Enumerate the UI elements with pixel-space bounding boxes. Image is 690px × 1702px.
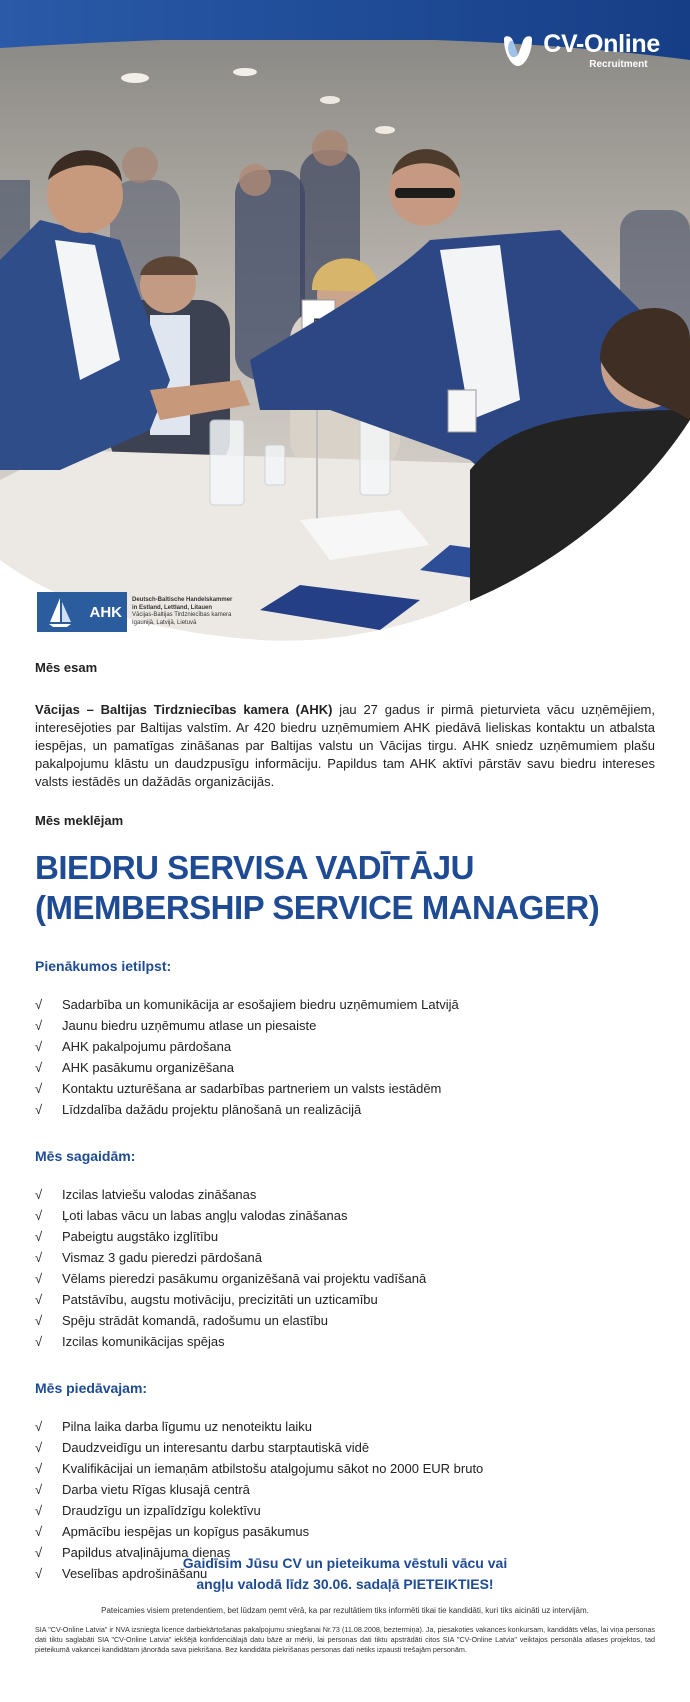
list-item — [35, 1247, 655, 1268]
list-item — [35, 994, 655, 1015]
list-item-text: Papildus atvaļinājuma dienas — [62, 1545, 231, 1560]
list-item-text: Vēlams pieredzi pasākumu organizēšanā vai projektu vadīšanā — [62, 1271, 427, 1286]
list-item-text: Līdzdalība dažādu projektu plānošanā un realizācijā — [62, 1102, 362, 1117]
hero-photo — [0, 0, 690, 650]
section-1 — [35, 958, 655, 1120]
job-title — [35, 848, 655, 928]
checkmark-icon: √ — [35, 1419, 43, 1434]
section-heading: Mēs piedāvajam: — [35, 1380, 148, 1396]
list-item — [35, 1099, 655, 1120]
job-title-line-2: (MEMBERSHIP SERVICE MANAGER) — [35, 889, 600, 926]
legal-notice: SIA "CV-Online Latvia" ir NVA izsniegta licence darbiekārtošanas pakalpojumu sniegšanai Nr.73 (11.08.2008, beztermiņa). Ja, piesakoties vakances konkursam, kandidāts vēlas, lai viņa personas dati tiktu saglabāti SIA "CV-Online Latvia" iekšējā konfidenciālajā datu bāzē ar mērķi, lai personas dati tiktu apstrādāti citos SIA "CV-Online Latvia" veiktajos personāla atlases projektos, tad pieteikumā vakancei kandidātam jānorāda sava piekrišana. Bez kandidāta piekrišanas personas dati netiks izpausti trešajām personām. — [35, 1625, 655, 1654]
checkmark-icon: √ — [35, 1039, 43, 1054]
ahk-mark-text: AHK — [89, 603, 122, 621]
list-item-text: Vismaz 3 gadu pieredzi pārdošanā — [62, 1250, 262, 1265]
checkmark-icon: √ — [35, 1313, 43, 1328]
list-item — [35, 1268, 655, 1289]
ahk-line-2: in Estland, Lettland, Litauen — [132, 604, 213, 611]
list-item-text: Jaunu biedru uzņēmumu atlase un piesaiste — [62, 1018, 317, 1033]
section-list — [35, 994, 655, 1120]
list-item-text: Izcilas komunikācijas spējas — [62, 1334, 225, 1349]
list-item-text: Pabeigtu augstāko izglītību — [62, 1229, 219, 1244]
list-item-text: Spēju strādāt komandā, radošumu un elastību — [62, 1313, 328, 1328]
checkmark-icon: √ — [35, 1060, 43, 1075]
list-item — [35, 1226, 655, 1247]
ahk-logo — [37, 592, 232, 632]
section-2 — [35, 1148, 655, 1352]
checkmark-icon: √ — [35, 1229, 43, 1244]
list-item — [35, 1437, 655, 1458]
hero-banner — [0, 0, 690, 650]
checkmark-icon: √ — [35, 1018, 43, 1033]
sail-icon — [45, 596, 75, 628]
section-heading: Mēs sagaidām: — [35, 1148, 136, 1164]
checkmark-icon: √ — [35, 1566, 43, 1581]
ahk-line-1: Deutsch-Baltische Handelskammer — [132, 597, 233, 603]
list-item — [35, 1205, 655, 1226]
checkmark-icon: √ — [35, 1292, 43, 1307]
cv-online-logo — [501, 32, 660, 70]
list-item-text: Sadarbība un komunikācija ar esošajiem biedru uzņēmumiem Latvijā — [62, 997, 459, 1012]
thanks-note: Pateicamies visiem pretendentiem, bet lūdzam ņemt vērā, ka par rezultātiem tiks informēti tikai tie kandidāti, kuri tiks aicināti uz intervijām. — [101, 1606, 589, 1615]
checkmark-icon: √ — [35, 1187, 43, 1202]
closing-line-2: angļu valodā līdz 30.06. sadaļā PIETEIKTIES! — [196, 1576, 494, 1592]
list-item — [35, 1416, 655, 1437]
list-item — [35, 1521, 655, 1542]
cv-online-mark-icon — [501, 33, 535, 69]
requirement-sections — [35, 958, 655, 1584]
list-item-text: Veselības apdrošināšanu — [62, 1566, 208, 1581]
checkmark-icon: √ — [35, 1440, 43, 1455]
brand-subtitle: Recruitment — [589, 59, 648, 70]
list-item-text: Kontaktu uzturēšana ar sadarbības partneriem un valsts iestādēm — [62, 1081, 442, 1096]
about-body: jau 27 gadus ir pirmā pieturvieta vācu uzņēmējiem, interesējoties par Baltijas valstīm. Ar 420 biedru uzņēmumiem AHK piedāvā lieliskas kontaktu un atbalsta iespējas, un pamatīgas zināšanas par Baltijas valstu un Vācijas tirgu. AHK sniedz uzņēmumiem plašu pakalpojumu klāstu un daudzpusīgu informāciju. Papildus tam AHK aktīvi pārstāv savu biedru intereses valsts iestādēs un dažādās organizācijās. — [35, 702, 655, 789]
about-label: Mēs esam — [35, 660, 98, 675]
list-item-text: Apmācību iespējas un kopīgus pasākumus — [62, 1524, 310, 1539]
company-name: Vācijas – Baltijas Tirdzniecības kamera (AHK) — [35, 702, 333, 717]
ahk-line-3: Vācijas-Baltijas Tirdzniecības kamera — [132, 612, 232, 618]
list-item-text: Ļoti labas vācu un labas angļu valodas zināšanas — [62, 1208, 348, 1223]
list-item — [35, 1500, 655, 1521]
checkmark-icon: √ — [35, 1250, 43, 1265]
brand-name: CV-Online — [543, 30, 660, 58]
checkmark-icon: √ — [35, 1503, 43, 1518]
about-text — [35, 701, 655, 791]
section-heading: Pienākumos ietilpst: — [35, 958, 172, 974]
list-item-text: AHK pakalpojumu pārdošana — [62, 1039, 232, 1054]
seeking-label: Mēs meklējam — [35, 813, 124, 828]
list-item-text: Izcilas latviešu valodas zināšanas — [62, 1187, 257, 1202]
list-item — [35, 1184, 655, 1205]
checkmark-icon: √ — [35, 997, 43, 1012]
ahk-logo-mark — [37, 592, 127, 632]
list-item — [35, 1015, 655, 1036]
list-item — [35, 1289, 655, 1310]
list-item-text: Draudzīgu un izpalīdzīgu kolektīvu — [62, 1503, 261, 1518]
list-item-text: Daudzveidīgu un interesantu darbu starptautiskā vidē — [62, 1440, 370, 1455]
checkmark-icon: √ — [35, 1334, 43, 1349]
ad-content — [35, 660, 655, 1584]
list-item-text: Darba vietu Rīgas klusajā centrā — [62, 1482, 250, 1497]
list-item — [35, 1331, 655, 1352]
list-item — [35, 1078, 655, 1099]
section-list — [35, 1184, 655, 1352]
closing-call-to-action — [0, 1553, 690, 1595]
closing-line-1: Gaidīsim Jūsu CV un pieteikuma vēstuli vācu vai — [182, 1555, 508, 1571]
checkmark-icon: √ — [35, 1482, 43, 1497]
checkmark-icon: √ — [35, 1208, 43, 1223]
checkmark-icon: √ — [35, 1545, 43, 1560]
list-item-text: Pilna laika darba līgumu uz nenoteiktu laiku — [62, 1419, 313, 1434]
checkmark-icon: √ — [35, 1081, 43, 1096]
list-item — [35, 1479, 655, 1500]
checkmark-icon: √ — [35, 1461, 43, 1476]
list-item — [35, 1057, 655, 1078]
ahk-line-4: Igaunijā, Latvijā, Lietuvā — [132, 619, 197, 626]
job-title-line-1: BIEDRU SERVISA VADĪTĀJU — [35, 849, 474, 886]
checkmark-icon: √ — [35, 1524, 43, 1539]
list-item-text: AHK pasākumu organizēšana — [62, 1060, 234, 1075]
list-item — [35, 1036, 655, 1057]
list-item-text: Patstāvību, augstu motivāciju, precizitāti un uzticamību — [62, 1292, 378, 1307]
checkmark-icon: √ — [35, 1102, 43, 1117]
checkmark-icon: √ — [35, 1271, 43, 1286]
list-item — [35, 1458, 655, 1479]
list-item-text: Kvalifikācijai un iemaņām atbilstošu atalgojumu sākot no 2000 EUR bruto — [62, 1461, 484, 1476]
list-item — [35, 1310, 655, 1331]
